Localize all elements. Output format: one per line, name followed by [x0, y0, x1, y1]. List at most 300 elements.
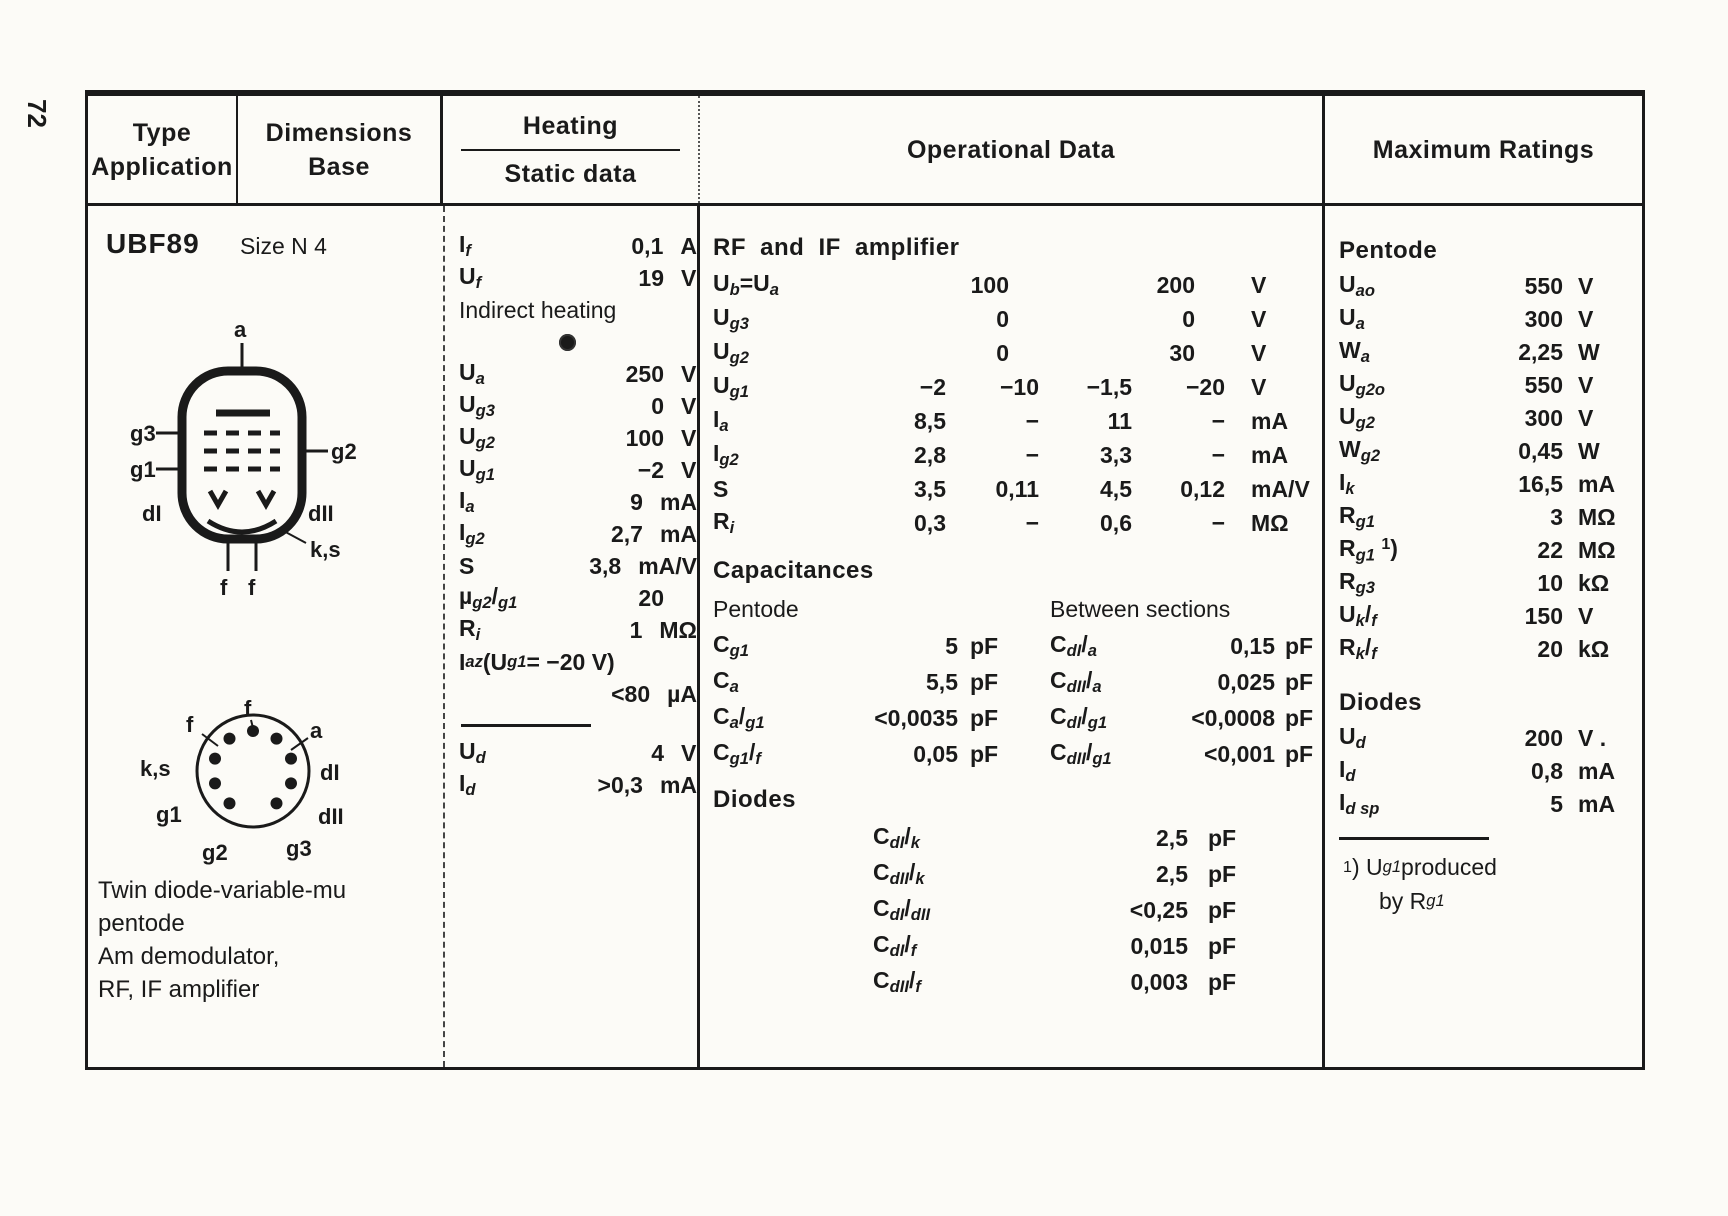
data-row	[1339, 722, 1642, 755]
pin-dot	[224, 733, 236, 745]
param-unit: pF	[1208, 860, 1237, 887]
param-unit: V	[1578, 306, 1594, 332]
param-unit: MΩ	[1251, 509, 1289, 536]
param-value: 0	[996, 339, 1009, 366]
param-value: <0,001	[1204, 740, 1275, 767]
data-row	[713, 892, 1322, 928]
param-unit: V	[681, 264, 697, 291]
data-row	[713, 472, 1322, 506]
param-unit: mA	[1251, 407, 1289, 434]
param-value: −	[1025, 509, 1039, 536]
param-value: −1,5	[1086, 373, 1132, 400]
param-label: $U_{g2}$	[1339, 403, 1375, 433]
param-value: 16,5	[1518, 471, 1563, 497]
pinout-g1-label: g1	[156, 802, 182, 827]
param-unit: A	[680, 232, 697, 259]
param-unit: pF	[1285, 740, 1314, 767]
heating-note: I az (U g1 = −20 V)	[459, 648, 615, 675]
param-label: $U_{g3}$	[459, 390, 495, 421]
param-label: $R_{g1}$	[1339, 502, 1375, 532]
param-value: 0	[996, 305, 1009, 332]
param-label: $U_a$	[459, 358, 485, 389]
schematic-dII-label: dII	[308, 501, 334, 526]
param-unit: pF	[1208, 968, 1237, 995]
header-heating: Heating	[522, 111, 619, 140]
pinout-g3-label: g3	[286, 836, 312, 861]
schematic-dI-label: dI	[142, 501, 162, 526]
footnote	[1339, 850, 1642, 918]
description-line: RF, IF amplifier	[98, 976, 260, 1003]
tube-info-column	[88, 206, 443, 1067]
param-value: 10	[1537, 570, 1563, 596]
data-row	[713, 856, 1322, 892]
cathode-lead-line	[280, 529, 306, 543]
param-value: −	[1025, 441, 1039, 468]
param-unit: V	[1578, 405, 1594, 431]
data-row	[713, 700, 1050, 736]
description-line: Twin diode-variable-mu	[98, 877, 347, 904]
capacitances-block	[713, 590, 1322, 772]
param-label: $U_{ao}$	[1339, 271, 1375, 301]
data-row	[1339, 270, 1642, 303]
op-main-rows	[713, 268, 1322, 540]
param-unit: mA	[659, 771, 697, 798]
param-unit: V	[681, 424, 697, 451]
filament-dot-icon	[559, 334, 576, 351]
data-row	[713, 302, 1322, 336]
heating-rows	[459, 230, 697, 801]
param-unit: mA	[1251, 441, 1289, 468]
param-label: $U_{g3}$	[713, 303, 749, 334]
param-value: 2,7	[610, 520, 643, 547]
param-value: 5	[945, 632, 958, 659]
param-label: $I_d$	[459, 769, 476, 800]
data-row	[1050, 700, 1322, 736]
param-label: $C_{dII}/_a$	[1050, 666, 1102, 697]
table-header	[88, 96, 1642, 206]
param-value: 4	[651, 739, 664, 766]
header-base: Base	[308, 152, 370, 181]
data-row	[1339, 633, 1642, 666]
param-label: $I_k$	[1339, 469, 1355, 499]
param-unit: mA	[1578, 471, 1616, 497]
param-unit: MΩ	[1578, 537, 1616, 563]
param-value: <0,0035	[874, 704, 958, 731]
param-label: $I_d$	[1339, 756, 1356, 786]
param-unit: mA	[659, 488, 697, 515]
table-body	[88, 206, 1642, 1067]
param-value: <80	[611, 680, 651, 707]
param-value: 550	[1524, 372, 1563, 398]
data-row	[459, 678, 697, 710]
param-unit: V	[681, 456, 697, 483]
cap-between-rows	[1050, 628, 1322, 772]
param-value: <0,25	[1129, 896, 1188, 923]
section-title-max-pentode: Pentode	[1339, 237, 1438, 264]
param-label: $C_{dI}/_a$	[1050, 630, 1097, 661]
param-unit: pF	[970, 704, 999, 731]
footnote-line: by R g1	[1379, 887, 1445, 914]
subsection-pentode: Pentode	[713, 595, 799, 622]
data-row	[1339, 369, 1642, 402]
param-unit: pF	[1208, 896, 1237, 923]
param-value: −	[1211, 509, 1225, 536]
header-operational-data	[700, 96, 1325, 203]
param-label: $C_{dI}/_k$	[873, 822, 920, 853]
datasheet-table	[85, 90, 1645, 1070]
data-row	[713, 404, 1322, 438]
schematic-ks-label: k,s	[310, 537, 341, 562]
param-unit: V	[681, 360, 697, 387]
data-row	[459, 550, 697, 582]
data-row	[713, 964, 1322, 1000]
param-value: 30	[1169, 339, 1195, 366]
param-value: 3,5	[914, 475, 946, 502]
data-row	[713, 928, 1322, 964]
param-label: $C_{dI}/_f$	[873, 930, 917, 961]
data-row	[1050, 664, 1322, 700]
data-row	[713, 268, 1322, 302]
data-row	[1339, 435, 1642, 468]
param-value: 4,5	[1100, 475, 1132, 502]
pinout-ks-label: k,s	[140, 756, 171, 781]
param-value: −	[1211, 441, 1225, 468]
param-value: 150	[1524, 603, 1563, 629]
param-value: 20	[638, 584, 664, 611]
param-value: 0,1	[631, 232, 664, 259]
data-row	[713, 736, 1050, 772]
param-unit: pF	[1285, 704, 1314, 731]
param-value: 300	[1524, 306, 1563, 332]
param-unit: mA	[1578, 758, 1616, 784]
param-label: $U_a$	[1339, 304, 1365, 334]
param-unit: pF	[1285, 668, 1314, 695]
data-row	[1050, 628, 1322, 664]
param-label: $R_i$	[459, 614, 481, 645]
section-title-diodes: Diodes	[713, 786, 797, 813]
data-row	[1339, 755, 1642, 788]
tube-description	[98, 874, 346, 1006]
param-label: $C_{g1}/_f$	[713, 738, 761, 769]
header-type: Type	[132, 118, 192, 147]
pin-dot	[224, 797, 236, 809]
param-value: 0	[1182, 305, 1195, 332]
diode-cap-rows	[713, 820, 1322, 1000]
header-application: Application	[91, 152, 233, 181]
param-value: 0,025	[1217, 668, 1275, 695]
param-value: 100	[970, 271, 1009, 298]
data-row	[1339, 468, 1642, 501]
data-row	[1339, 402, 1642, 435]
param-unit: V	[1251, 305, 1267, 332]
data-row	[459, 422, 697, 454]
tube-type: UBF89	[106, 228, 200, 259]
param-value: 550	[1524, 273, 1563, 299]
schematic-f-left-label: f	[220, 575, 228, 600]
pin-dot	[271, 797, 283, 809]
header-dimensions-base	[238, 96, 443, 203]
param-value: −	[1025, 407, 1039, 434]
param-label: $R_{g1}$ $^1$)	[1339, 535, 1398, 565]
param-value: 0,05	[913, 740, 958, 767]
data-row	[459, 582, 697, 614]
param-unit: V .	[1578, 725, 1607, 751]
param-label: $U_k/_f$	[1339, 601, 1377, 631]
footnote-line: 1 ) U g1 produced	[1343, 853, 1497, 880]
param-unit: kΩ	[1578, 636, 1610, 662]
pin-dot	[209, 777, 221, 789]
diode-one-symbol	[210, 491, 226, 505]
param-label: $C_{dII}/_k$	[873, 858, 925, 889]
schematic-g3-label: g3	[130, 421, 156, 446]
param-value: −	[1211, 407, 1225, 434]
capacitances-between-block	[1050, 590, 1322, 772]
data-row	[459, 518, 697, 550]
param-unit: MΩ	[1578, 504, 1616, 530]
param-value: 20	[1537, 636, 1563, 662]
param-label: $I_{g2}$	[713, 439, 739, 470]
param-unit: V	[1578, 372, 1594, 398]
param-unit: V	[681, 739, 697, 766]
param-value: 0,45	[1518, 438, 1563, 464]
param-unit: mA	[659, 520, 697, 547]
param-value: 22	[1537, 537, 1563, 563]
pin-dot	[209, 753, 221, 765]
pinout-a-label: a	[310, 718, 323, 743]
param-value: 200	[1524, 725, 1563, 751]
header-dimensions: Dimensions	[265, 118, 413, 147]
param-value: 0,15	[1230, 632, 1275, 659]
param-value: 5,5	[926, 668, 958, 695]
param-label: $C_a/_{g1}$	[713, 702, 765, 733]
pinout-dI-label: dI	[320, 760, 340, 785]
footnote-rule	[1339, 837, 1489, 840]
param-label: $U_b=U_a$	[713, 269, 779, 300]
data-row	[1339, 567, 1642, 600]
param-unit: mA/V	[638, 552, 697, 579]
header-divider-line	[461, 149, 680, 151]
param-value: 0,003	[1130, 968, 1188, 995]
param-label: $R_k/_f$	[1339, 634, 1377, 664]
param-value: −20	[1185, 373, 1225, 400]
param-value: 0,12	[1180, 475, 1225, 502]
param-label: $\mu_{g2}/_{g1}$	[459, 582, 518, 613]
param-value: <0,0008	[1191, 704, 1275, 731]
param-label: $I_a$	[459, 486, 475, 517]
param-label: $U_{g2o}$	[1339, 370, 1386, 400]
param-unit: pF	[1285, 632, 1314, 659]
param-label: $I_{g2}$	[459, 518, 485, 549]
data-row	[459, 454, 697, 486]
data-row	[459, 358, 697, 390]
max-pentode-rows	[1339, 270, 1642, 666]
param-label: $U_{g1}$	[713, 371, 749, 402]
schematic-g1-label: g1	[130, 457, 156, 482]
header-maximum-label: Maximum Ratings	[1372, 135, 1595, 164]
param-unit: pF	[1208, 932, 1237, 959]
data-row	[713, 820, 1322, 856]
schematic-f-right-label: f	[248, 575, 256, 600]
data-row	[459, 737, 697, 769]
param-value: 9	[630, 488, 643, 515]
section-title-capacitances: Capacitances	[713, 557, 874, 584]
data-row	[713, 370, 1322, 404]
param-label: $C_{dI}/_{dII}$	[873, 894, 931, 925]
param-value: 300	[1524, 405, 1563, 431]
param-label: S	[713, 475, 729, 502]
data-row	[1339, 600, 1642, 633]
param-label: S	[459, 552, 475, 579]
param-label: $U_{g1}$	[459, 454, 495, 485]
param-value: 0,015	[1130, 932, 1188, 959]
param-value: 3,8	[589, 552, 622, 579]
param-value: 0,3	[914, 509, 946, 536]
param-unit: V	[1578, 273, 1594, 299]
heating-note: Indirect heating	[459, 296, 617, 323]
param-value: 1	[629, 616, 643, 643]
param-value: 0,6	[1100, 509, 1132, 536]
param-label: $U_d$	[459, 737, 486, 768]
data-row	[459, 230, 697, 262]
param-value: >0,3	[597, 771, 643, 798]
param-label: $C_{dII}/_f$	[873, 966, 921, 997]
page-number: 72	[21, 99, 52, 128]
param-value: 200	[1156, 271, 1195, 298]
description-line: Am demodulator,	[98, 943, 280, 970]
param-value: 250	[625, 360, 664, 387]
pin-dot	[271, 733, 283, 745]
param-value: 0,8	[1531, 758, 1563, 784]
param-label: $U_f$	[459, 262, 482, 293]
param-unit: V	[1251, 271, 1267, 298]
param-value: 100	[625, 424, 664, 451]
max-diode-rows	[1339, 722, 1642, 821]
header-type-application	[88, 96, 238, 203]
param-value: 2,5	[1156, 860, 1188, 887]
cathode-curve	[208, 521, 276, 532]
capacitances-pentode-block	[713, 590, 1050, 772]
param-value: 3	[1550, 504, 1563, 530]
pinout-f1-label: f	[186, 712, 194, 737]
heating-column	[443, 206, 700, 1067]
param-unit: pF	[1208, 824, 1237, 851]
subsection-between-sections: Between sections	[1050, 595, 1231, 622]
param-value: 5	[1550, 791, 1563, 817]
data-row	[1339, 501, 1642, 534]
param-label: $I_{d sp}$	[1339, 789, 1380, 819]
data-row	[459, 769, 697, 801]
param-label: $I_a$	[713, 405, 729, 436]
section-title-rf-if: RF and IF amplifier	[713, 234, 960, 261]
data-row	[459, 614, 697, 646]
param-label: $C_{dI}/_{g1}$	[1050, 702, 1108, 733]
header-operational-label: Operational Data	[906, 135, 1116, 164]
param-unit: W	[1578, 438, 1600, 464]
param-unit: pF	[970, 740, 999, 767]
schematic-anode-label: a	[234, 321, 247, 342]
max-ratings-column	[1325, 206, 1642, 1067]
param-value: 19	[638, 264, 664, 291]
tube-size: Size N 4	[240, 233, 327, 259]
param-label: $C_a$	[713, 666, 739, 697]
param-unit: kΩ	[1578, 570, 1610, 596]
data-row	[459, 262, 697, 294]
pinout-g2-label: g2	[202, 840, 228, 865]
data-row	[713, 438, 1322, 472]
section-title-max-diodes: Diodes	[1339, 689, 1423, 716]
data-row	[713, 664, 1050, 700]
header-static-data: Static data	[504, 159, 637, 188]
pinout-diagram	[96, 676, 416, 881]
data-row	[1050, 736, 1322, 772]
param-unit: V	[1578, 603, 1594, 629]
param-label: $U_{g2}$	[459, 422, 495, 453]
data-row	[713, 336, 1322, 370]
param-label: $U_d$	[1339, 723, 1366, 753]
param-value: 2,8	[914, 441, 946, 468]
operational-column	[700, 206, 1325, 1067]
schematic-g2-label: g2	[331, 439, 357, 464]
param-label: $R_i$	[713, 507, 735, 538]
data-row	[1339, 534, 1642, 567]
separator-rule	[461, 724, 591, 727]
tube-envelope-outline	[182, 371, 302, 539]
pin-dot	[285, 753, 297, 765]
param-unit: pF	[970, 632, 999, 659]
data-row	[713, 506, 1322, 540]
cap-pentode-rows	[713, 628, 1050, 772]
data-row	[713, 628, 1050, 664]
param-label: $C_{dII}/_{g1}$	[1050, 738, 1112, 769]
param-label: $W_a$	[1339, 337, 1370, 367]
param-value: 2,5	[1156, 824, 1188, 851]
param-value: 2,25	[1518, 339, 1563, 365]
param-value: −2	[637, 456, 664, 483]
data-row	[1339, 788, 1642, 821]
param-unit: W	[1578, 339, 1600, 365]
param-unit: µA	[667, 680, 697, 707]
param-value: 11	[1107, 407, 1132, 434]
param-unit: V	[681, 392, 697, 419]
param-label: $C_{g1}$	[713, 630, 749, 661]
param-unit: pF	[970, 668, 999, 695]
description-line: pentode	[98, 910, 185, 937]
param-label: $W_{g2}$	[1339, 436, 1381, 466]
param-unit: MΩ	[659, 616, 697, 643]
data-row	[459, 390, 697, 422]
param-value: 8,5	[914, 407, 946, 434]
param-value: 3,3	[1100, 441, 1132, 468]
pinout-f2-label: f	[244, 696, 252, 721]
param-unit: V	[1251, 339, 1267, 366]
pinout-dII-label: dII	[318, 804, 344, 829]
param-value: −10	[999, 373, 1039, 400]
param-value: 0,11	[995, 475, 1039, 502]
header-maximum-ratings	[1325, 96, 1642, 203]
param-label: $R_{g3}$	[1339, 568, 1375, 598]
header-heating-static	[443, 96, 700, 203]
param-unit: mA/V	[1251, 475, 1310, 502]
data-row	[459, 486, 697, 518]
param-unit: mA	[1578, 791, 1616, 817]
data-row	[1339, 303, 1642, 336]
tube-schematic	[130, 321, 360, 601]
data-row	[1339, 336, 1642, 369]
diode-two-symbol	[258, 491, 274, 505]
param-value: 0	[651, 392, 664, 419]
heating-icon-row	[459, 326, 697, 358]
param-label: $I_f$	[459, 230, 471, 261]
